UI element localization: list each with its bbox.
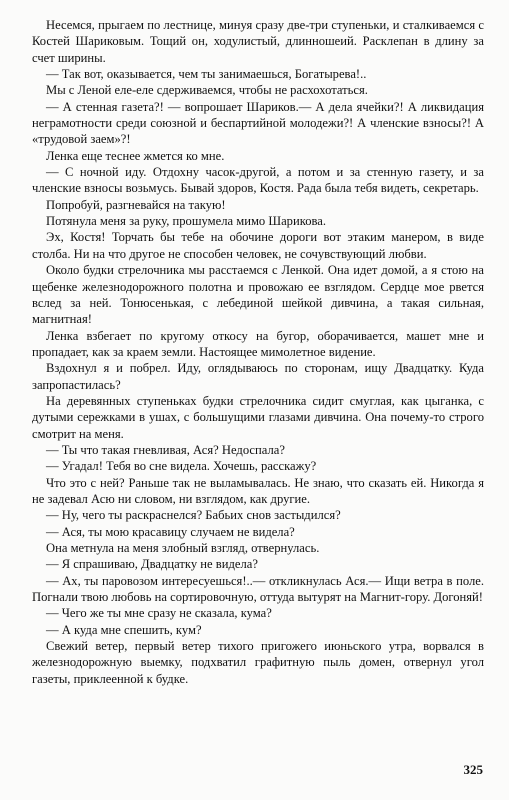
paragraph: — А стенная газета?! — вопрошает Шариков.— А дела ячейки?! А ликвидация неграмотности среди союзной и беспартийной молодежи?! А членские взносы?! А «трудовой заем»?! [32, 99, 484, 147]
paragraph: — Ах, ты паровозом интересуешься!..— откликнулась Ася.— Ищи ветра в поле. Погнали твою любовь на сортировочную, оттуда вытурят на Магнит-гору. Догоняй! [32, 573, 484, 605]
paragraph: Попробуй, разгневайся на такую! [46, 197, 226, 212]
paragraph: Ленка еще теснее жмется ко мне. [46, 148, 225, 163]
paragraph: — Чего же ты мне сразу не сказала, кума? [46, 606, 272, 621]
paragraph: Мы с Леной еле-еле сдерживаемся, чтобы не расхохотаться. [46, 83, 368, 98]
paragraph: Потянула меня за руку, прошумела мимо Шарикова. [46, 214, 327, 229]
page-body-text [32, 17, 484, 687]
paragraph: Около будки стрелочника мы расстаемся с Ленкой. Она идет домой, а я стою на щебенке железнодорожного полотна и провожаю ее взглядом. Сердце мое рвется вслед за ней. Тонюсенькая, с лебединой шейкой дивчина, а такая сильная, магнитная! [32, 263, 484, 327]
paragraph: — Так вот, оказывается, чем ты занимаешься, Богатырева!.. [46, 67, 367, 82]
paragraph: Несемся, прыгаем по лестнице, минуя сразу две-три ступеньки, и сталкиваемся с Костей Шариковым. Тощий он, ходулистый, длинношеий. Расклепан в длину за счет ширины. [32, 18, 484, 65]
paragraph: Вздохнул я и побрел. Иду, оглядываюсь по сторонам, ищу Двадцатку. Куда запропастилась? [32, 361, 484, 392]
paragraph: — Ася, ты мою красавицу случаем не видела? [46, 524, 295, 539]
paragraph: Ленка взбегает по кругому откосу на бугор, оборачивается, машет мне и пропадает, как за краем земли. Настоящее мимолетное видение. [32, 328, 484, 359]
paragraph: — Ну, чего ты раскраснелся? Бабьих снов застыдился? [46, 508, 341, 523]
paragraph: — С ночной иду. Отдохну часок-другой, а потом и за стенную газету, и за членские взносы возьмусь. Бывай здоров, Костя. Рада была тебя видеть, секретарь. [32, 165, 484, 196]
paragraph: — Ты что такая гневливая, Ася? Недоспала? [46, 442, 285, 457]
paragraph: Она метнула на меня злобный взгляд, отвернулась. [46, 541, 320, 555]
paragraph: Свежий ветер, первый ветер тихого пригожего июньского утра, ворвался в железнодорожную выемку, подхватил графитную пыль домен, отвернул угол газеты, приклеенной к будке. [32, 639, 484, 686]
paragraph: На деревянных ступеньках будки стрелочника сидит смуглая, как цыганка, с дутыми сережками в ушах, с большущими глазами дивчина. Она почему-то строго смотрит на меня. [32, 393, 484, 441]
paragraph: Что это с ней? Раньше так не выламывалась. Не знаю, что сказать ей. Никогда я не задевал Асю ни словом, ни взглядом, как другие. [32, 475, 484, 506]
paragraph: — А куда мне спешить, кум? [46, 622, 202, 637]
paragraph: Эх, Костя! Торчать бы тебе на обочине дороги вот этаким манером, в виде столба. Ни на что другое не способен человек, не сочувствующий любви. [32, 230, 484, 261]
page-number: 325 [463, 762, 483, 777]
paragraph: — Я спрашиваю, Двадцатку не видела? [46, 557, 258, 572]
paragraph: — Угадал! Тебя во сне видела. Хочешь, расскажу? [46, 459, 317, 474]
